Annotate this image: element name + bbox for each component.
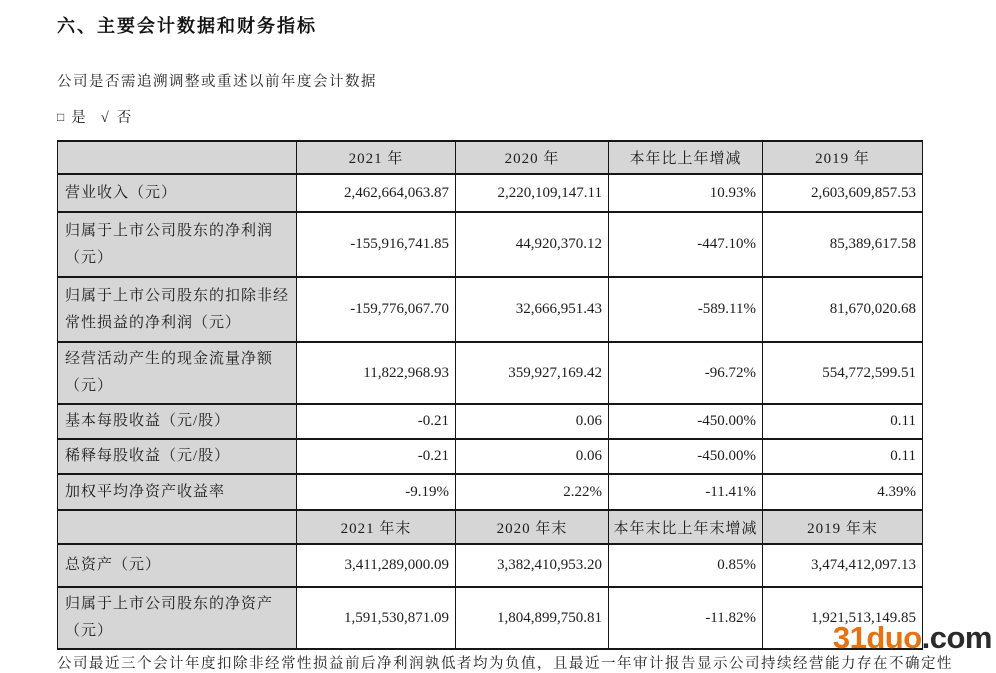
cell-value: 10.93% bbox=[609, 174, 763, 212]
restatement-choice-line bbox=[57, 106, 996, 127]
table-row-operating-cash-flow bbox=[58, 342, 923, 404]
row-label: 稀释每股收益（元/股） bbox=[58, 439, 297, 474]
column-header-2020-end: 2020 年末 bbox=[456, 510, 609, 544]
footnote-text-clipped: 公司最近三个会计年度扣除非经常性损益前后净利润孰低者均为负值，且最近一年审计报告显示公司持续经营能力存在不确定性 bbox=[57, 656, 953, 672]
cell-value: 32,666,951.43 bbox=[456, 277, 609, 342]
cell-value: -0.21 bbox=[297, 439, 456, 474]
document-content bbox=[0, 12, 996, 650]
no-label: 否 bbox=[116, 110, 133, 126]
column-header-2020: 2020 年 bbox=[456, 141, 609, 174]
yes-label: 是 bbox=[71, 110, 87, 126]
cell-value: 2,603,609,857.53 bbox=[763, 174, 923, 212]
column-header-yoy-end-change: 本年末比上年末增减 bbox=[609, 510, 763, 544]
cell-value: 3,411,289,000.09 bbox=[297, 544, 456, 587]
cell-value: -11.41% bbox=[609, 474, 763, 510]
year-end-header-row bbox=[58, 510, 923, 544]
table-row-basic-eps bbox=[58, 404, 923, 439]
table-row-total-assets bbox=[58, 544, 923, 587]
table-row-revenue bbox=[58, 174, 923, 212]
row-label: 营业收入（元） bbox=[58, 174, 297, 212]
cell-value: -447.10% bbox=[609, 212, 763, 277]
cell-value: 1,591,530,871.09 bbox=[297, 587, 456, 649]
cell-value: -9.19% bbox=[297, 474, 456, 510]
row-label: 归属于上市公司股东的扣除非经常性损益的净利润（元） bbox=[58, 277, 297, 342]
cell-value: 3,382,410,953.20 bbox=[456, 544, 609, 587]
table-row-diluted-eps bbox=[58, 439, 923, 474]
table-row-net-profit bbox=[58, 212, 923, 277]
cell-value: 0.06 bbox=[456, 439, 609, 474]
cell-value: 554,772,599.51 bbox=[763, 342, 923, 404]
cell-value: -589.11% bbox=[609, 277, 763, 342]
header-corner-cell bbox=[58, 141, 297, 174]
watermark bbox=[833, 622, 992, 653]
checkbox-empty-icon: □ bbox=[57, 110, 66, 124]
cell-value: 4.39% bbox=[763, 474, 923, 510]
cell-value: -11.82% bbox=[609, 587, 763, 649]
table-row-net-assets bbox=[58, 587, 923, 649]
watermark-brand: 31duo bbox=[832, 620, 922, 655]
row-label: 归属于上市公司股东的净利润（元） bbox=[58, 212, 297, 277]
cell-value: 0.06 bbox=[456, 404, 609, 439]
checkmark-icon: √ bbox=[100, 110, 110, 126]
cell-value: 1,921,513,149.85 bbox=[763, 587, 923, 649]
row-label: 基本每股收益（元/股） bbox=[58, 404, 297, 439]
cell-value: -450.00% bbox=[609, 404, 763, 439]
restatement-question: 公司是否需追溯调整或重述以前年度会计数据 bbox=[57, 74, 377, 90]
watermark-suffix: .com bbox=[921, 620, 992, 655]
document-page bbox=[0, 12, 996, 672]
cell-value: -96.72% bbox=[609, 342, 763, 404]
cell-value: 44,920,370.12 bbox=[456, 212, 609, 277]
column-header-2019-end: 2019 年末 bbox=[763, 510, 923, 544]
cell-value: 2,220,109,147.11 bbox=[456, 174, 609, 212]
cell-value: 0.11 bbox=[763, 439, 923, 474]
column-header-yoy-change: 本年比上年增减 bbox=[609, 141, 763, 174]
cell-value: 2,462,664,063.87 bbox=[297, 174, 456, 212]
table-row-net-profit-excl-nonrecurring bbox=[58, 277, 923, 342]
cell-value: -0.21 bbox=[297, 404, 456, 439]
row-label: 经营活动产生的现金流量净额（元） bbox=[58, 342, 297, 404]
row-label: 总资产（元） bbox=[58, 544, 297, 587]
cell-value: 0.11 bbox=[763, 404, 923, 439]
section-title: 六、主要会计数据和财务指标 bbox=[57, 16, 317, 36]
row-label: 加权平均净资产收益率 bbox=[58, 474, 297, 510]
header-corner-cell bbox=[58, 510, 297, 544]
cell-value: 359,927,169.42 bbox=[456, 342, 609, 404]
cell-value: 2.22% bbox=[456, 474, 609, 510]
cell-value: 3,474,412,097.13 bbox=[763, 544, 923, 587]
cell-value: 1,804,899,750.81 bbox=[456, 587, 609, 649]
column-header-2021: 2021 年 bbox=[297, 141, 456, 174]
cell-value: -155,916,741.85 bbox=[297, 212, 456, 277]
cell-value: 81,670,020.68 bbox=[763, 277, 923, 342]
cell-value: 11,822,968.93 bbox=[297, 342, 456, 404]
column-header-2019: 2019 年 bbox=[763, 141, 923, 174]
cell-value: -159,776,067.70 bbox=[297, 277, 456, 342]
annual-header-row bbox=[58, 141, 923, 174]
column-header-2021-end: 2021 年末 bbox=[297, 510, 456, 544]
row-label: 归属于上市公司股东的净资产（元） bbox=[58, 587, 297, 649]
cell-value: -450.00% bbox=[609, 439, 763, 474]
cell-value: 0.85% bbox=[609, 544, 763, 587]
table-row-weighted-avg-roe bbox=[58, 474, 923, 510]
financial-indicators-table bbox=[57, 140, 923, 650]
cell-value: 85,389,617.58 bbox=[763, 212, 923, 277]
